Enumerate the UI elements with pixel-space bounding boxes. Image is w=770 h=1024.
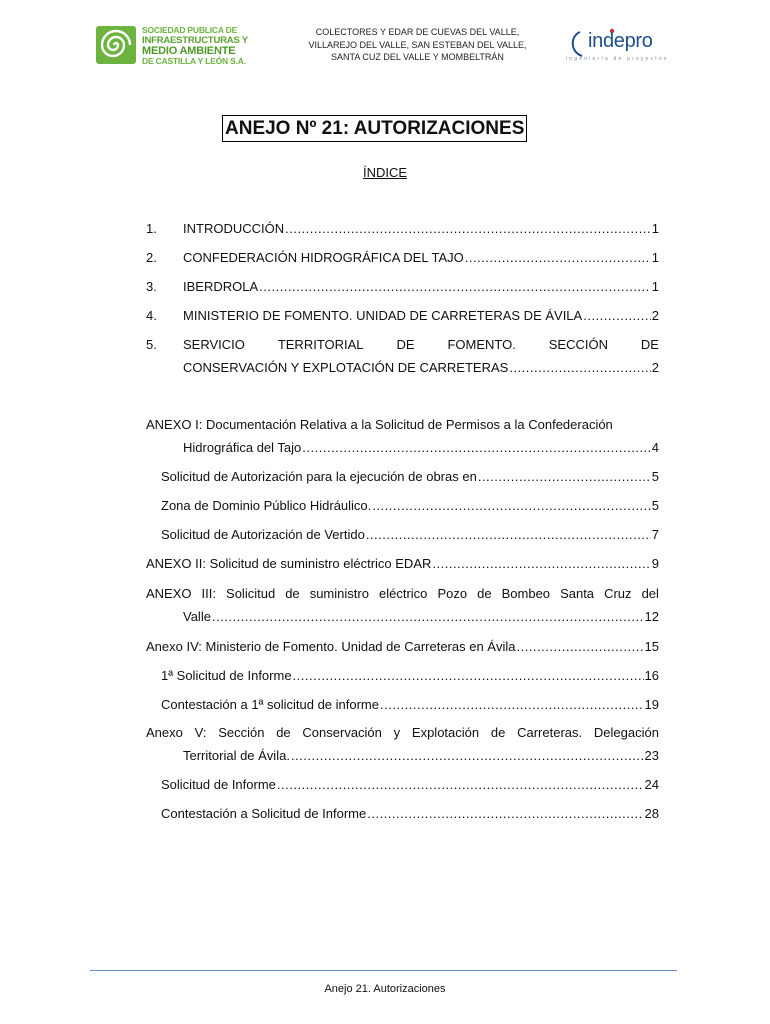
toc-word: SECCIÓN (548, 337, 608, 352)
toc-leader (432, 556, 650, 572)
toc-number: 4. (146, 308, 157, 323)
toc-text: Contestación a 1ª solicitud de informe (161, 697, 379, 712)
toc-text: 1ª Solicitud de Informe (161, 668, 292, 683)
toc-leader (367, 806, 643, 822)
toc-word: Anexo (146, 725, 183, 740)
toc-leader (259, 279, 651, 295)
toc-annex-1[interactable] (146, 417, 659, 456)
toc-entry-2[interactable] (146, 250, 659, 266)
toc-page: 2 (651, 308, 659, 323)
toc-page: 19 (644, 697, 659, 712)
toc-word: suministro (309, 586, 369, 601)
toc-text: ANEXO II: Solicitud de suministro eléctrico EDAR (146, 556, 432, 571)
toc-number: 5. (146, 337, 157, 352)
toc-page: 5 (651, 498, 659, 513)
toc-leader (372, 498, 650, 514)
toc-word: de (490, 725, 506, 740)
toc-page: 16 (644, 668, 659, 683)
toc-text: Zona de Dominio Público Hidráulico. (161, 498, 372, 513)
toc-leader (277, 777, 644, 793)
toc-word: V: (194, 725, 207, 740)
toc-leader (516, 639, 643, 655)
toc-word: SERVICIO (183, 337, 245, 352)
toc-text: INTRODUCCIÓN (183, 221, 285, 236)
toc-word: del (641, 586, 659, 601)
toc-annex-1-sub-1[interactable] (161, 469, 659, 485)
toc-entry-4[interactable] (146, 308, 659, 324)
toc-text: Solicitud de Autorización para la ejecución de obras en (161, 469, 477, 484)
toc-word: FOMENTO. (447, 337, 516, 352)
logo-line-4: DE CASTILLA Y LEÓN S.A. (142, 56, 246, 66)
toc-leader (465, 250, 651, 266)
toc-annex-5-sub-2[interactable] (161, 806, 659, 822)
project-title-line-3: SANTA CUZ DEL VALLE Y MOMBELTRÁN (331, 52, 504, 62)
toc-word: y (393, 725, 401, 740)
toc-leader (285, 221, 651, 237)
toc-annex-5-sub-1[interactable] (161, 777, 659, 793)
toc-word: de (477, 586, 492, 601)
toc-page: 28 (644, 806, 659, 821)
toc-word: Bombeo (501, 586, 551, 601)
indepro-wordmark: indepro (588, 30, 653, 52)
toc-word: Pozo (437, 586, 468, 601)
toc-text: Territorial de Ávila. (183, 748, 290, 763)
toc-annex-1-sub-3[interactable] (161, 527, 659, 543)
toc-page: 15 (644, 639, 659, 654)
toc-entry-5[interactable] (146, 337, 659, 376)
toc-annex-5[interactable] (146, 725, 659, 764)
toc-leader (291, 748, 644, 764)
toc-annex-3[interactable] (146, 586, 659, 625)
document-title: ANEJO Nº 21: AUTORIZACIONES (225, 118, 525, 139)
toc-text-line-1: ANEXO I: Documentación Relativa a la Solicitud de Permisos a la Confederación (146, 417, 613, 432)
toc-annex-4-sub-2[interactable] (161, 697, 659, 713)
project-title (285, 26, 550, 64)
toc-annex-1-sub-2[interactable] (161, 498, 659, 514)
toc-leader (302, 440, 650, 456)
toc-number: 3. (146, 279, 157, 294)
logo-line-3: MEDIO AMBIENTE (142, 45, 236, 57)
somacyl-logo (96, 26, 256, 66)
indepro-tagline: ingeniería de proyectos (566, 56, 669, 62)
toc-leader (293, 668, 644, 684)
toc-annex-4[interactable] (146, 639, 659, 655)
toc-annex-2[interactable] (146, 556, 659, 572)
toc-leader (366, 527, 651, 543)
toc-text: Solicitud de Informe (161, 777, 276, 792)
logo-line-1: SOCIEDAD PUBLICA DE (142, 25, 238, 35)
toc-leader (380, 697, 644, 713)
toc-page: 1 (651, 221, 659, 236)
toc-leader (212, 609, 644, 625)
toc-number: 2. (146, 250, 157, 265)
toc-number: 1. (146, 221, 157, 236)
toc-word: Explotación (411, 725, 480, 740)
project-title-line-1: COLECTORES Y EDAR DE CUEVAS DEL VALLE, (315, 27, 520, 37)
toc-word: TERRITORIAL (277, 337, 364, 352)
toc-page: 5 (651, 469, 659, 484)
toc-text: Anexo IV: Ministerio de Fomento. Unidad de Carreteras en Ávila (146, 639, 516, 654)
toc-text: CONSERVACIÓN Y EXPLOTACIÓN DE CARRETERAS (183, 360, 509, 375)
toc-page: 24 (644, 777, 659, 792)
toc-leader (509, 360, 650, 376)
toc-page: 7 (651, 527, 659, 542)
toc-page: 23 (644, 748, 659, 763)
toc-word: III: (201, 586, 216, 601)
toc-text: Hidrográfica del Tajo (183, 440, 302, 455)
toc-text: MINISTERIO DE FOMENTO. UNIDAD DE CARRETERAS DE ÁVILA (183, 308, 583, 323)
page-footer: Anejo 21. Autorizaciones (324, 983, 446, 995)
toc-word: ANEXO (146, 586, 192, 601)
toc-text: Solicitud de Autorización de Vertido (161, 527, 365, 542)
toc-word: eléctrico (378, 586, 428, 601)
toc-word: Santa (560, 586, 595, 601)
toc-word: de (285, 586, 300, 601)
toc-text: IBERDROLA (183, 279, 259, 294)
toc-page: 2 (651, 360, 659, 375)
toc-text: Valle (183, 609, 211, 624)
page-header (0, 0, 770, 90)
toc-word: DE (640, 337, 659, 352)
toc-word: DE (396, 337, 415, 352)
toc-entry-1[interactable] (146, 221, 659, 237)
toc-page: 1 (651, 279, 659, 294)
project-title-line-2: VILLAREJO DEL VALLE, SAN ESTEBAN DEL VALLE, (308, 39, 527, 50)
toc-word: Cruz (604, 586, 632, 601)
toc-leader (583, 308, 651, 324)
toc-page: 12 (644, 609, 659, 624)
toc-page: 1 (651, 250, 659, 265)
toc-word: Sección (218, 725, 265, 740)
logo-line-2: INFRAESTRUCTURAS Y (142, 34, 249, 46)
indepro-logo (566, 26, 669, 66)
toc-word: de (276, 725, 291, 740)
document-title-box (222, 115, 527, 142)
toc-word: Delegación (593, 725, 659, 740)
toc-entry-3[interactable] (146, 279, 659, 295)
toc-text: Contestación a Solicitud de Informe (161, 806, 367, 821)
toc-word: Conservación (302, 725, 382, 740)
spiral-logo-icon (96, 26, 136, 64)
toc-page: 4 (651, 440, 659, 455)
footer-divider (90, 970, 677, 971)
toc-word: Solicitud (226, 586, 276, 601)
toc-word: Carreteras. (517, 725, 583, 740)
index-heading: ÍNDICE (362, 165, 408, 180)
toc-annex-4-sub-1[interactable] (161, 668, 659, 684)
toc-leader (478, 469, 651, 485)
toc-text: CONFEDERACIÓN HIDROGRÁFICA DEL TAJO (183, 250, 464, 265)
toc-page: 9 (651, 556, 659, 571)
